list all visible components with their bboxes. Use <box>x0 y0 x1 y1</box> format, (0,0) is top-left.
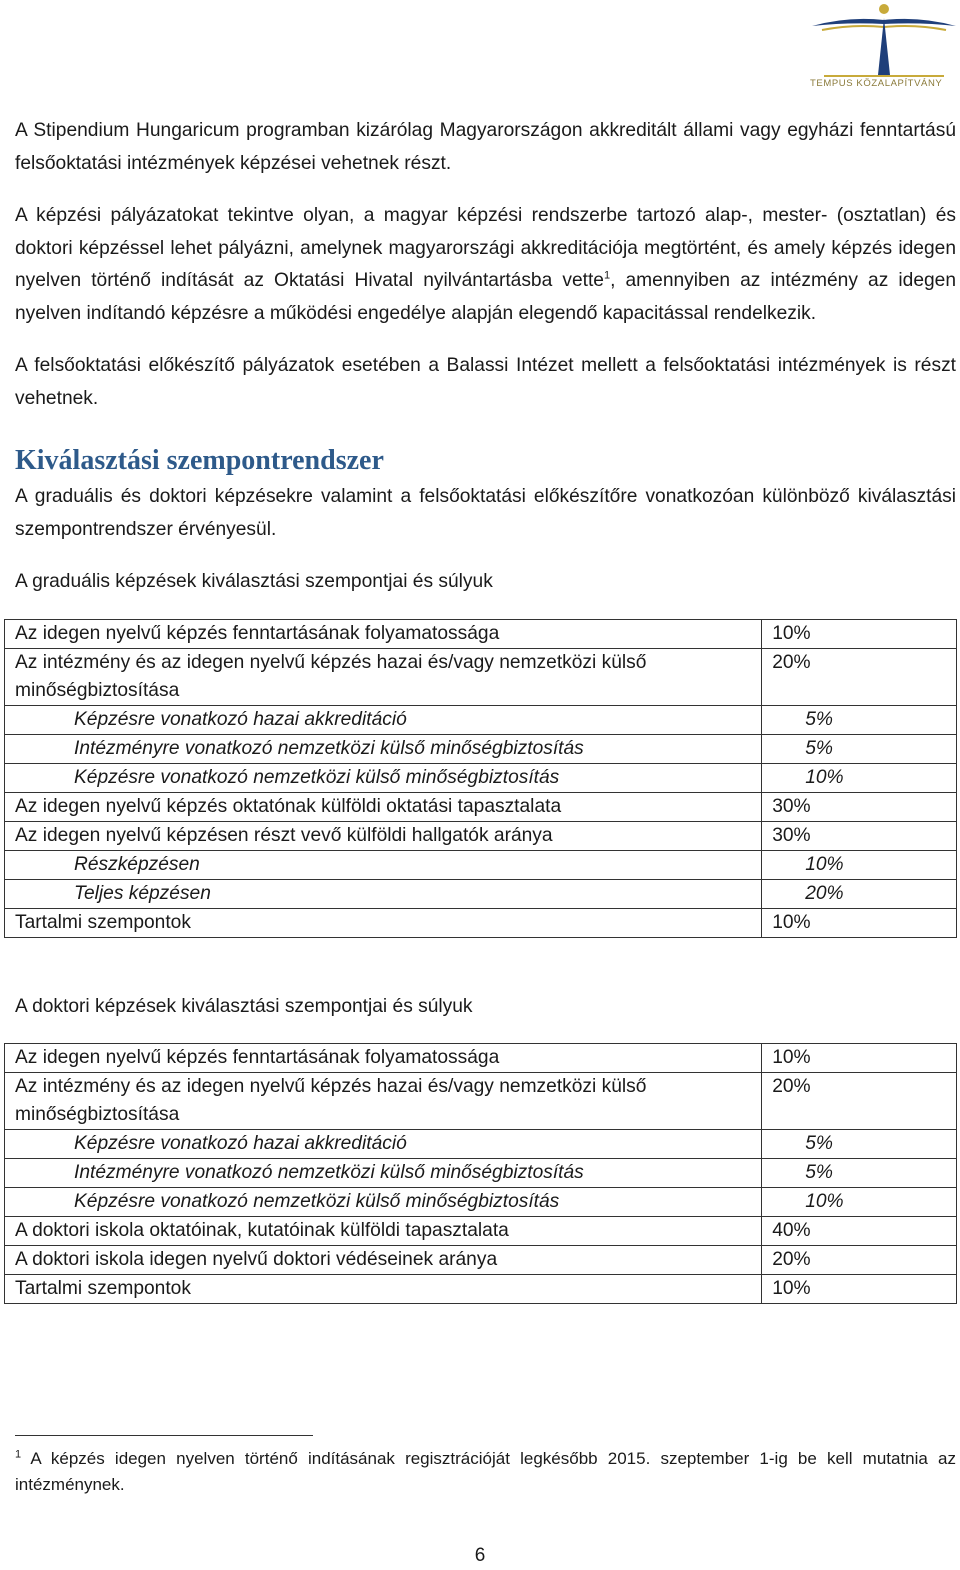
intro-paragraph-3: A felsőoktatási előkészítő pályázatok esetében a Balassi Intézet mellett a felsőoktatási intézmények is részt vehetnek. <box>15 355 956 409</box>
criterion-label: Az intézmény és az idegen nyelvű képzés hazai és/vagy nemzetközi külső minőségbiztosítása <box>5 648 762 705</box>
table-row <box>5 1188 957 1217</box>
criterion-label: Részképzésen <box>5 850 762 879</box>
criterion-weight: 30% <box>762 821 957 850</box>
criterion-label: Az idegen nyelvű képzés fenntartásának folyamatossága <box>5 1044 762 1073</box>
criterion-weight: 10% <box>762 908 957 937</box>
table-row <box>5 1044 957 1073</box>
criterion-weight: 10% <box>762 1188 957 1217</box>
footnote-divider <box>15 1435 313 1436</box>
criterion-weight: 5% <box>762 1130 957 1159</box>
footnote-text: A képzés idegen nyelven történő indításának regisztrációját legkésőbb 2015. szeptember 1-ig be kell mutatnia az intézménynek. <box>15 1449 956 1494</box>
criterion-weight: 10% <box>762 763 957 792</box>
table-row <box>5 1130 957 1159</box>
criterion-label: A doktori iskola oktatóinak, kutatóinak külföldi tapasztalata <box>5 1217 762 1246</box>
table-caption-doctoral: A doktori képzések kiválasztási szempontjai és súlyuk <box>15 995 473 1017</box>
criterion-weight: 10% <box>762 850 957 879</box>
table-row <box>5 705 957 734</box>
criterion-label: Az idegen nyelvű képzés fenntartásának folyamatossága <box>5 619 762 648</box>
criterion-weight: 10% <box>762 1275 957 1304</box>
logo-text: TEMPUS KÖZALAPÍTVÁNY <box>810 78 943 89</box>
criterion-weight: 40% <box>762 1217 957 1246</box>
table-caption-graduate: A graduális képzések kiválasztási szempontjai és súlyuk <box>15 571 493 592</box>
criterion-label: Tartalmi szempontok <box>5 1275 762 1304</box>
logo-base <box>824 75 944 77</box>
intro-paragraph-2-main: A képzési pályázatokat tekintve olyan, a magyar képzési rendszerbe tartozó alap-, mester- (osztatlan) és doktori képzéssel lehet pályázni, amelynek magyarországi akkreditációja megtörtént, és amely képzés idegen nyelven történő indítását az Oktatási Hivatal nyilvántartásba vette <box>15 205 956 291</box>
criterion-label: Képzésre vonatkozó nemzetközi külső minőségbiztosítás <box>5 1188 762 1217</box>
footnote <box>15 1446 956 1498</box>
table-row <box>5 821 957 850</box>
table-row <box>5 1073 957 1130</box>
criterion-label: Az idegen nyelvű képzés oktatónak külföldi oktatási tapasztalata <box>5 792 762 821</box>
table-row <box>5 648 957 705</box>
criteria-table-graduate <box>4 619 957 938</box>
criterion-weight: 5% <box>762 705 957 734</box>
table-row <box>5 908 957 937</box>
criterion-label: Képzésre vonatkozó hazai akkreditáció <box>5 1130 762 1159</box>
criterion-weight: 5% <box>762 1159 957 1188</box>
criterion-label: Teljes képzésen <box>5 879 762 908</box>
table-row <box>5 763 957 792</box>
criterion-label: Intézményre vonatkozó nemzetközi külső minőségbiztosítás <box>5 1159 762 1188</box>
criterion-label: Intézményre vonatkozó nemzetközi külső minőségbiztosítás <box>5 734 762 763</box>
document-body <box>15 115 956 1304</box>
intro-paragraph-2 <box>15 200 956 330</box>
criterion-label: A doktori iskola idegen nyelvű doktori védéseinek aránya <box>5 1246 762 1275</box>
criterion-label: Képzésre vonatkozó nemzetközi külső minőségbiztosítás <box>5 763 762 792</box>
footnote-mark: 1 <box>15 1448 22 1461</box>
criterion-weight: 10% <box>762 619 957 648</box>
logo-dot <box>879 4 889 14</box>
criterion-label: Az idegen nyelvű képzésen részt vevő külföldi hallgatók aránya <box>5 821 762 850</box>
table-row <box>5 734 957 763</box>
section-intro: A graduális és doktori képzésekre valamint a felsőoktatási előkészítőre vonatkozóan különböző kiválasztási szempontrendszer érvényesül. <box>15 486 956 540</box>
table-row <box>5 879 957 908</box>
intro-paragraph-2-tail: , amennyiben az intézmény az idegen nyelven indítandó képzésre a működési engedélye alapján elegendő kapacitással rendelkezik. <box>15 270 956 324</box>
table-row <box>5 1159 957 1188</box>
criterion-weight: 5% <box>762 734 957 763</box>
table-row <box>5 1217 957 1246</box>
criteria-table-doctoral <box>4 1043 957 1304</box>
table-row <box>5 792 957 821</box>
intro-paragraph-1: A Stipendium Hungaricum programban kizárólag Magyarországon akkreditált állami vagy egyházi fenntartású felsőoktatási intézmények képzései vehetnek részt. <box>15 120 956 174</box>
criterion-label: Képzésre vonatkozó hazai akkreditáció <box>5 705 762 734</box>
table-row <box>5 1246 957 1275</box>
criterion-weight: 20% <box>762 1246 957 1275</box>
criterion-weight: 10% <box>762 1044 957 1073</box>
table-row <box>5 1275 957 1304</box>
balance-scale-icon <box>808 0 960 80</box>
criterion-weight: 20% <box>762 1073 957 1130</box>
table-row <box>5 619 957 648</box>
page-number: 6 <box>474 1545 486 1566</box>
section-heading: Kiválasztási szempontrendszer <box>15 445 384 476</box>
table-row <box>5 850 957 879</box>
tempus-logo <box>808 0 960 96</box>
footnote-reference[interactable]: 1 <box>603 269 611 282</box>
criterion-label: Az intézmény és az idegen nyelvű képzés hazai és/vagy nemzetközi külső minőségbiztosítása <box>5 1073 762 1130</box>
criterion-weight: 30% <box>762 792 957 821</box>
criterion-weight: 20% <box>762 879 957 908</box>
criterion-weight: 20% <box>762 648 957 705</box>
criterion-label: Tartalmi szempontok <box>5 908 762 937</box>
